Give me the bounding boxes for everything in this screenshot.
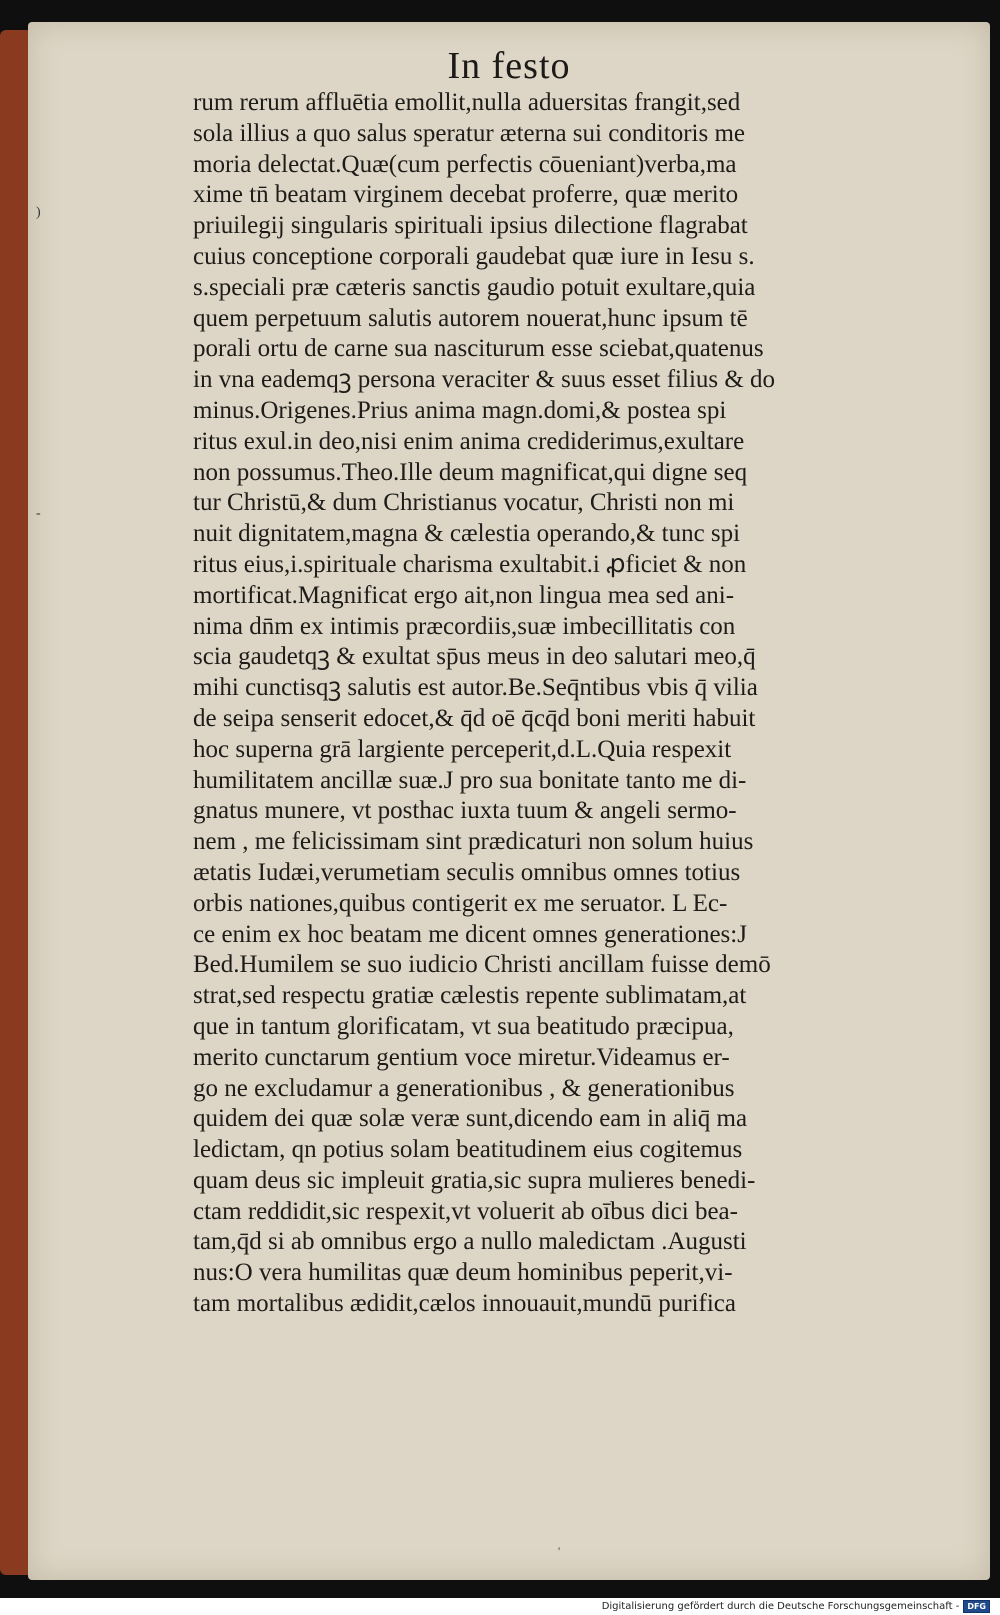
text-line: quidem dei quæ solæ veræ sunt,dicendo eam in aliq̄ ma (193, 1105, 748, 1133)
text-line: que in tantum glorificatam, vt sua beatitudo præcipua, (193, 1012, 734, 1040)
dfg-logo: DFG (963, 1600, 990, 1613)
text-line: nuit dignitatem,magna & cælestia operando,& tunc spi (193, 520, 741, 548)
text-line: ritus eius,i.spirituale charisma exultabit.i ꝓficiet & non (193, 550, 747, 578)
book-page (28, 22, 990, 1580)
text-line: gnatus munere, vt posthac iuxta tuum & angeli sermo- (193, 797, 737, 825)
text-line: mortificat.Magnificat ergo ait,non lingua mea sed ani- (193, 581, 735, 609)
text-line: nem , me felicissimam sint prædicaturi non solum huius (193, 828, 754, 856)
text-line: go ne excludamur a generationibus , & generationibus (193, 1074, 735, 1102)
text-line: sola illius a quo salus speratur æterna sui conditoris me (193, 119, 745, 147)
margin-mark: ) (36, 205, 41, 220)
text-line: quam deus sic impleuit gratia,sic supra mulieres benedi- (193, 1166, 756, 1194)
text-line: ctam reddidit,sic respexit,vt voluerit ab oībus dici bea- (193, 1197, 738, 1225)
text-line: tur Christū,& dum Christianus vocatur, Christi non mi (193, 489, 735, 517)
text-line: ætatis Iudæi,verumetiam seculis omnibus omnes totius (193, 858, 741, 886)
text-line: strat,sed respectu gratiæ cælestis repente sublimatam,at (193, 982, 747, 1010)
text-line: non possumus.Theo.Ille deum magnificat,qui digne seq (193, 458, 748, 486)
body-text (193, 88, 933, 1320)
text-line: hoc superna grā largiente perceperit,d.L.Quia respexit (193, 735, 732, 763)
text-line: humilitatem ancillæ suæ.J pro sua bonitate tanto me di- (193, 766, 747, 794)
text-line: ledictam, qn potius solam beatitudinem eius cogitemus (193, 1136, 743, 1164)
text-line: s.speciali præ cæteris sanctis gaudio potuit exultare,quia (193, 273, 756, 301)
text-line: nus:O vera humilitas quæ deum hominibus peperit,vi- (193, 1259, 733, 1287)
text-line: Bed.Humilem se suo iudicio Christi ancillam fuisse demō (193, 951, 771, 979)
text-line: tam mortalibus ædidit,cælos innouauit,mundū purifica (193, 1290, 736, 1318)
text-line: merito cunctarum gentium voce miretur.Videamus er- (193, 1043, 730, 1071)
footer-text: Digitalisierung gefördert durch die Deutsche Forschungsgemeinschaft - (601, 1601, 960, 1612)
text-line: priuilegij singularis spirituali ipsius dilectione flagrabat (193, 212, 748, 240)
text-line: moria delectat.Quæ(cum perfectis cōueniant)verba,ma (193, 150, 737, 178)
text-line: mihi cunctisqꝫ salutis est autor.Be.Seq̄ntibus vbis q̄ vilia (193, 674, 758, 702)
text-line: rum rerum affluētia emollit,nulla aduersitas frangit,sed (193, 89, 741, 116)
text-line: ritus exul.in deo,nisi enim anima crediderimus,exultare (193, 427, 745, 455)
text-line: porali ortu de carne sua nasciturum esse sciebat,quatenus (193, 335, 764, 363)
text-line: tam,q̄d si ab omnibus ergo a nullo maledictam .Augusti (193, 1228, 747, 1256)
text-line: nima dn̄m ex intimis præcordiis,suæ imbecillitatis con (193, 612, 736, 640)
folio-mark: ' (558, 1544, 561, 1558)
margin-mark: - (36, 506, 41, 521)
text-line: xime tn̄ beatam virginem decebat proferre, quæ merito (193, 181, 739, 209)
text-line: ce enim ex hoc beatam me dicent omnes generationes:J (193, 920, 747, 948)
text-line: scia gaudetqꝫ & exultat sp̄us meus in deo salutari meo,q̄ (193, 643, 756, 671)
text-line: de seipa senserit edocet,& q̄d oē q̄cq̄d boni meriti habuit (193, 704, 756, 732)
text-line: minus.Origenes.Prius anima magn.domi,& postea spi (193, 396, 727, 424)
text-line: orbis nationes,quibus contigerit ex me seruator. L Ec- (193, 889, 728, 917)
digitization-footer (602, 1600, 990, 1613)
text-line: cuius conceptione corporali gaudebat quæ iure in Iesu s. (193, 242, 755, 270)
running-head: In festo (447, 45, 571, 87)
text-line: in vna eademqꝫ persona veraciter & suus esset filius & do (193, 366, 776, 394)
text-line: quem perpetuum salutis autorem nouerat,hunc ipsum tē (193, 304, 748, 332)
